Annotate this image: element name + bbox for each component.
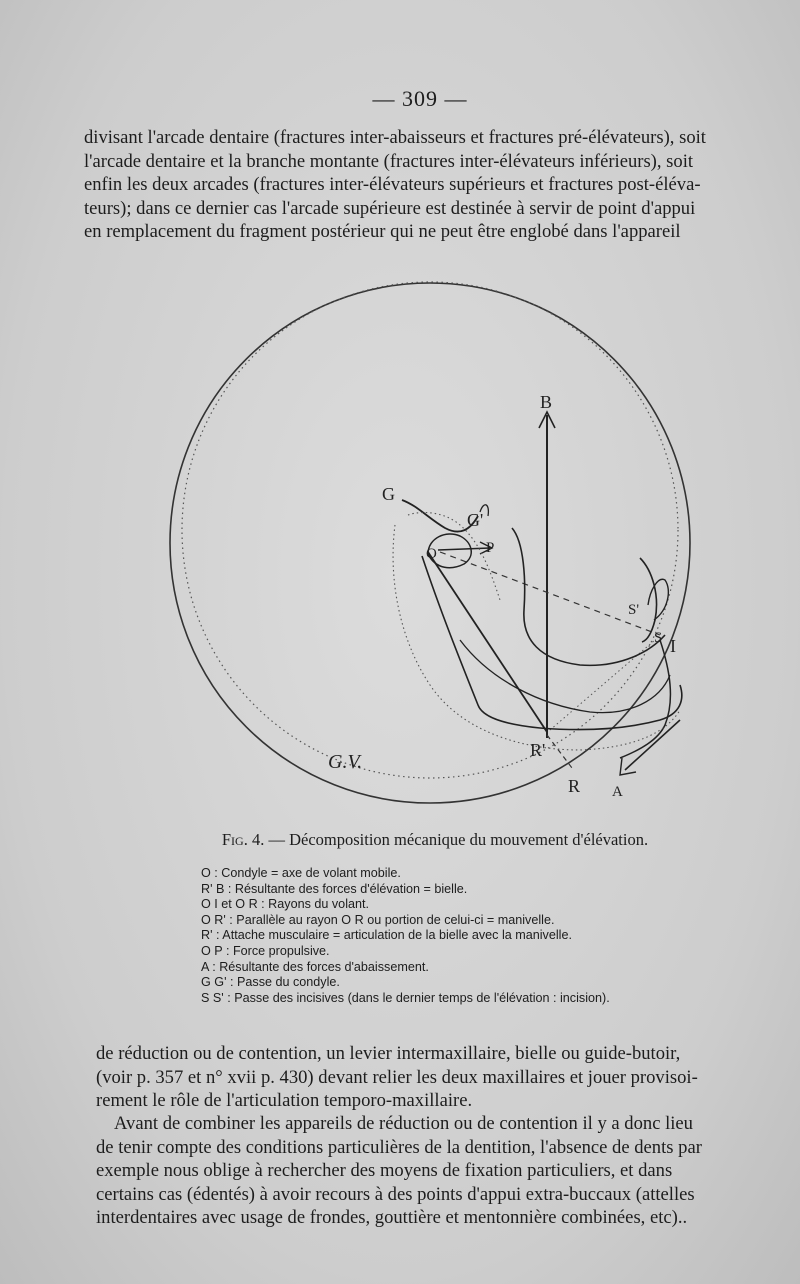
- radius-oi: [440, 552, 660, 635]
- text-line: enfin les deux arcades (fractures inter-élévateurs supérieurs et fractures post-éléva-: [84, 174, 701, 195]
- text-line: divisant l'arcade dentaire (fractures inter-abaisseurs et fractures pré-élévateurs), soit: [84, 127, 706, 148]
- text-line: en remplacement du fragment postérieur qui ne peut être englobé dans l'appareil: [84, 221, 681, 242]
- bottom-paragraph-1: [96, 1042, 776, 1113]
- label-p: P: [486, 540, 495, 556]
- text-line: certains cas (édentés) à avoir recours à des points d'appui extra-buccaux (attelles: [96, 1183, 695, 1205]
- text-line: rement le rôle de l'articulation temporo-maxillaire.: [96, 1090, 473, 1111]
- label-b: B: [540, 392, 553, 412]
- bottom-paragraph-2: [96, 1112, 776, 1230]
- figure-legend: [201, 866, 721, 1006]
- dotted-circle: [182, 282, 678, 778]
- text-line: de tenir compte des conditions particulières de la dentition, l'absence de dents par: [96, 1136, 702, 1158]
- legend-item: O P : Force propulsive.: [201, 943, 330, 958]
- figure-caption: [0, 830, 800, 850]
- signature: G.V.: [328, 751, 363, 773]
- label-o: O: [426, 546, 437, 562]
- legend-item: O I et O R : Rayons du volant.: [201, 897, 369, 912]
- mandible-outline-3: [460, 640, 670, 713]
- force-op-line: [438, 548, 490, 550]
- label-g: G: [382, 484, 395, 504]
- legend-item: R' : Attache musculaire = articulation de la bielle avec la manivelle.: [201, 928, 572, 943]
- incisor-outline-lower: [648, 579, 668, 620]
- text-line: l'arcade dentaire et la branche montante (fractures inter-élévateurs inférieurs), soit: [84, 150, 694, 172]
- page-number: — 309 —: [372, 86, 468, 111]
- label-a: A: [612, 784, 623, 800]
- text-line: interdentaires avec usage de frondes, gouttière et mentonnière combinées, etc)..: [96, 1207, 688, 1228]
- legend-item: S S' : Passe des incisives (dans le dernier temps de l'élévation : incision).: [201, 990, 610, 1005]
- label-i: I: [670, 636, 676, 656]
- label-g-prime: G': [467, 510, 484, 530]
- caption-text: — Décomposition mécanique du mouvement d'élévation.: [264, 830, 649, 849]
- label-r: R: [568, 776, 581, 796]
- caption-fig-number: Fig. 4.: [221, 830, 265, 849]
- text-line: de réduction ou de contention, un levier intermaxillaire, bielle ou guide-butoir,: [96, 1043, 681, 1064]
- legend-item: O R' : Parallèle au rayon O R ou portion de celui-ci = manivelle.: [201, 912, 555, 927]
- text-line: (voir p. 357 et n° xvii p. 430) devant relier les deux maxillaires et jouer provisoi-: [96, 1066, 698, 1088]
- crank-line: [428, 552, 547, 732]
- diagram-svg: [160, 280, 720, 825]
- label-s: S: [654, 630, 663, 646]
- legend-item: R' B : Résultante des forces d'élévation = bielle.: [201, 881, 468, 896]
- figure-mechanical-diagram: [160, 280, 720, 825]
- text-line: exemple nous oblige à rechercher des moyens de fixation particuliers, et dans: [96, 1160, 673, 1181]
- legend-item: O : Condyle = axe de volant mobile.: [201, 866, 401, 880]
- flywheel-circle: [170, 283, 690, 803]
- label-s-prime: S': [628, 602, 640, 618]
- top-paragraph: [84, 126, 774, 244]
- legend-item: G G' : Passe du condyle.: [201, 975, 340, 990]
- label-r-prime: R': [530, 740, 546, 760]
- mandible-outline-2: [512, 528, 665, 665]
- text-line: teurs); dans ce dernier cas l'arcade supérieure est destinée à servir de point d'appui: [84, 197, 696, 219]
- legend-item: A : Résultante des forces d'abaissement.: [201, 959, 429, 974]
- force-a-line: [625, 720, 680, 770]
- text-line: Avant de combiner les appareils de réduction ou de contention il y a donc lieu: [114, 1113, 693, 1134]
